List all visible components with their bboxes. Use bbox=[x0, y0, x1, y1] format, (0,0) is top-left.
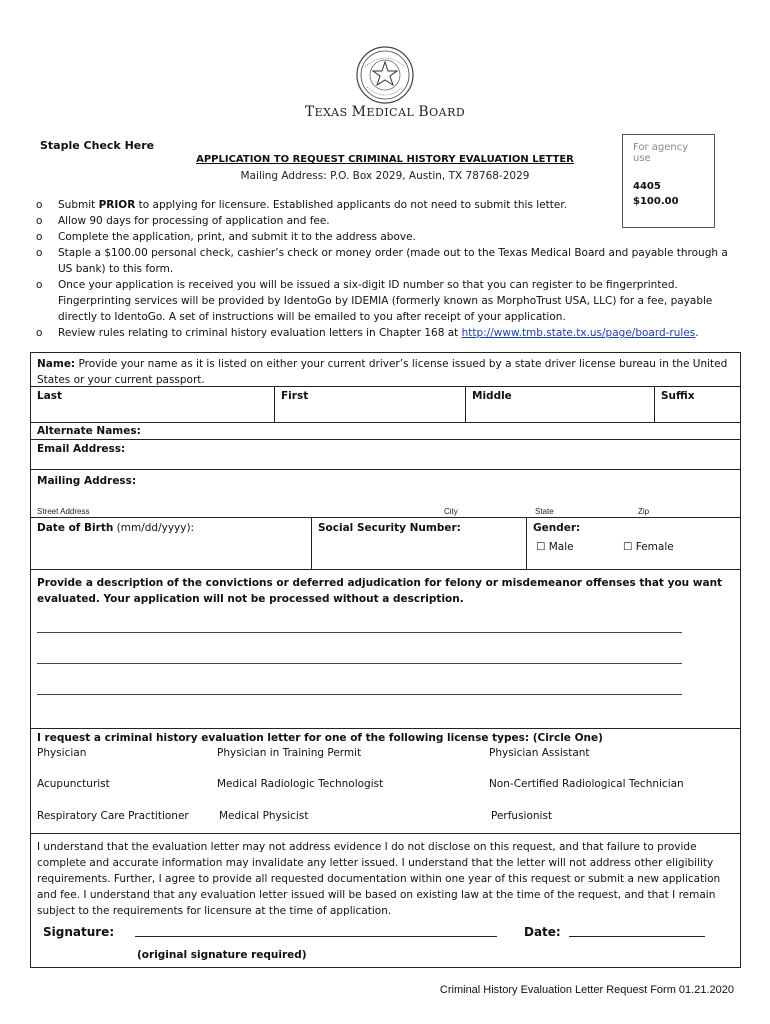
agency-code: 4405 bbox=[633, 181, 661, 192]
gender-male-checkbox[interactable]: ☐ Male bbox=[536, 541, 574, 553]
description-line[interactable] bbox=[37, 694, 682, 695]
license-option[interactable]: Medical Physicist bbox=[219, 810, 309, 822]
texas-seal-icon bbox=[355, 45, 415, 105]
city-label: City bbox=[444, 507, 458, 516]
license-option[interactable]: Physician in Training Permit bbox=[217, 747, 362, 759]
description-section bbox=[31, 570, 740, 729]
mailing-address: Mailing Address: P.O. Box 2029, Austin, TX 78768-2029 bbox=[240, 170, 530, 182]
board-rules-link[interactable]: http://www.tmb.state.tx.us/page/board-rules bbox=[461, 327, 696, 339]
application-form bbox=[30, 352, 741, 968]
license-option[interactable]: Non-Certified Radiological Technician bbox=[489, 778, 684, 790]
mailing-address-field[interactable]: Mailing Address: bbox=[37, 475, 137, 487]
signature-label: Signature: bbox=[43, 925, 115, 939]
instructions-list bbox=[36, 197, 736, 341]
license-request-prompt: I request a criminal history evaluation letter for one of the following license types: (Circle One) bbox=[37, 732, 603, 744]
license-option[interactable]: Respiratory Care Practitioner bbox=[37, 810, 189, 822]
instruction-item: o Once your application is received you will be issued a six-digit ID number so that you can register to be fingerprinted. Fingerprinting services will be provided by IdentoGo by IDEMIA (formerly known as MorphoTrust USA, LLC) for a fee, payable directly to IdentoGo. A set of instructions will be emailed to you after receipt of your application. bbox=[36, 279, 713, 323]
name-section bbox=[31, 353, 740, 423]
description-line[interactable] bbox=[37, 663, 682, 664]
state-label: State bbox=[535, 507, 554, 516]
suffix-field[interactable]: Suffix bbox=[661, 390, 695, 402]
agency-fee: $100.00 bbox=[633, 196, 679, 207]
alternate-names-field[interactable]: Alternate Names: bbox=[37, 425, 141, 437]
name-label: Name: bbox=[37, 358, 76, 370]
staple-check-label: Staple Check Here bbox=[40, 139, 155, 152]
street-address-label: Street Address bbox=[37, 507, 90, 516]
dob-field[interactable]: Date of Birth (mm/dd/yyyy): bbox=[37, 522, 195, 534]
signature-line[interactable] bbox=[135, 936, 497, 937]
bullet-icon: o bbox=[36, 247, 43, 259]
middle-name-field[interactable]: Middle bbox=[472, 390, 512, 402]
description-prompt: Provide a description of the convictions or deferred adjudication for felony or misdemeanor offenses that you want evaluated. Your application will not be processed without a description. bbox=[37, 577, 723, 605]
zip-label: Zip bbox=[638, 507, 650, 516]
license-option[interactable]: Medical Radiologic Technologist bbox=[217, 778, 384, 790]
license-option[interactable]: Physician Assistant bbox=[489, 747, 590, 759]
name-instructions: Provide your name as it is listed on either your current driver’s license issued by a state driver license bureau in the United States or your current passport. bbox=[37, 358, 728, 386]
email-field[interactable]: Email Address: bbox=[37, 443, 126, 455]
original-signature-note: (original signature required) bbox=[137, 949, 307, 961]
date-line[interactable] bbox=[569, 936, 705, 937]
ssn-field[interactable]: Social Security Number: bbox=[318, 522, 461, 534]
date-label: Date: bbox=[524, 925, 561, 939]
footer-form-id: Criminal History Evaluation Letter Request Form 01.21.2020 bbox=[439, 984, 734, 996]
license-types-section bbox=[31, 729, 740, 834]
bullet-icon: o bbox=[36, 279, 43, 291]
license-option[interactable]: Physician bbox=[37, 747, 87, 759]
bullet-icon: o bbox=[36, 215, 43, 227]
agency-use-header: For agency use bbox=[633, 142, 689, 164]
form-title: APPLICATION TO REQUEST CRIMINAL HISTORY EVALUATION LETTER bbox=[196, 154, 574, 165]
instruction-item: o Submit PRIOR to applying for licensure. Established applicants do not need to submit this letter. bbox=[36, 199, 568, 211]
bullet-icon: o bbox=[36, 231, 43, 243]
gender-label: Gender: bbox=[533, 522, 581, 534]
license-option[interactable]: Perfusionist bbox=[491, 810, 553, 822]
attestation-text: I understand that the evaluation letter may not address evidence I do not disclose on this request, and that failure to provide complete and accurate information may invalidate any letter issued. I understand that the letter will not address other eligibility requirements. Further, I agree to provide all requested documentation within one year of this request or submit a new application and fee. I understand that any evaluation letter issued will be based on existing law at the time of the request, and that I remain subject to the requirements for licensure at the time of application. bbox=[37, 841, 721, 917]
last-name-field[interactable]: Last bbox=[37, 390, 63, 402]
bullet-icon: o bbox=[36, 327, 43, 339]
license-option[interactable]: Acupuncturist bbox=[37, 778, 110, 790]
first-name-field[interactable]: First bbox=[281, 390, 309, 402]
instruction-item: o Allow 90 days for processing of application and fee. bbox=[36, 215, 330, 227]
gender-female-checkbox[interactable]: ☐ Female bbox=[623, 541, 674, 553]
instruction-item: o Complete the application, print, and submit it to the address above. bbox=[36, 231, 416, 243]
instruction-item: o Review rules relating to criminal history evaluation letters in Chapter 168 at http://www.tmb.state.tx.us/page/board-rules. bbox=[36, 327, 699, 339]
instruction-item: o Staple a $100.00 personal check, cashier’s check or money order (made out to the Texas Medical Board and payable through a US bank) to this form. bbox=[36, 247, 728, 275]
description-line[interactable] bbox=[37, 632, 682, 633]
bullet-icon: o bbox=[36, 199, 43, 211]
board-name: TEXAS MEDICAL BOARD bbox=[304, 104, 466, 120]
